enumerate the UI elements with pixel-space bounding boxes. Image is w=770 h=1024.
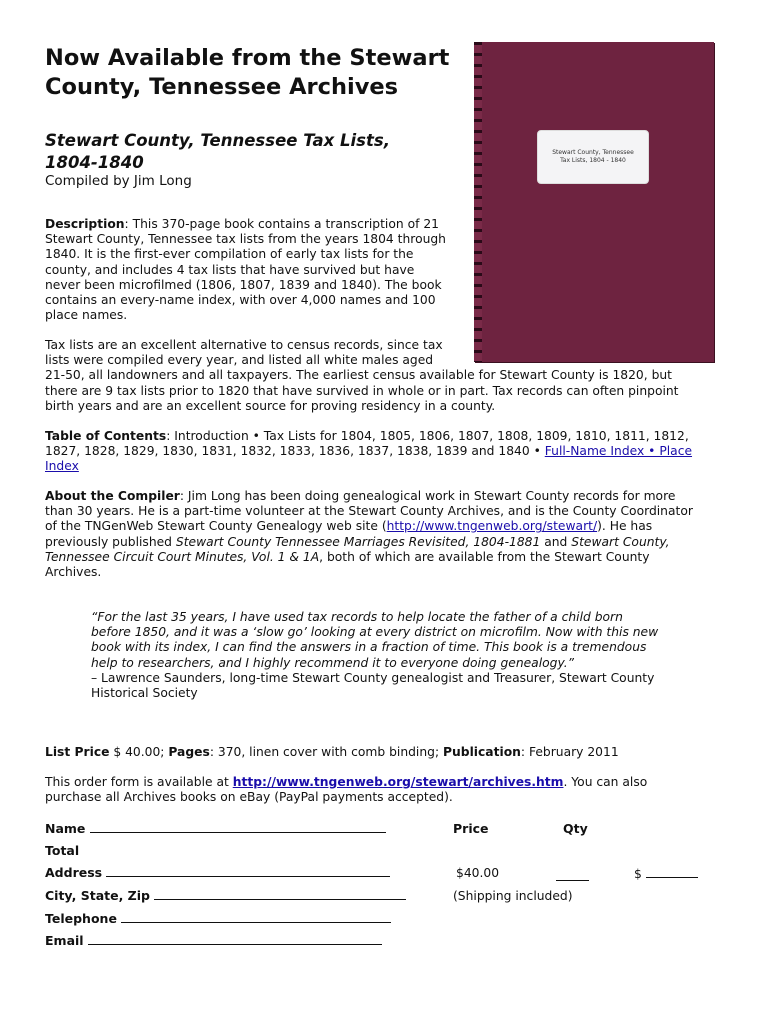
census-line: there are 9 tax lists prior to 1820 that have survived in whole or in part. Tax records can often pinpoint <box>45 383 679 398</box>
compiler-line: ). He has <box>597 519 653 534</box>
book-reference: Tennessee Circuit Court Minutes, Vol. 1 & 1A <box>45 549 320 564</box>
order-info <box>45 775 735 805</box>
email-label: Email <box>45 933 84 948</box>
name-label: Name <box>45 821 86 836</box>
name-line[interactable] <box>90 821 386 833</box>
qty-header: Qty <box>563 821 588 836</box>
total-label: Total <box>45 843 80 858</box>
city-state-zip-field[interactable] <box>45 888 406 903</box>
description-line: county, and includes 4 tax lists that have survived but have <box>45 262 415 277</box>
city-state-zip-label: City, State, Zip <box>45 888 150 903</box>
compiler-line: of the TNGenWeb Stewart County Genealogy web site ( <box>45 519 387 534</box>
book-title <box>45 130 455 174</box>
pricing-info <box>45 745 735 760</box>
book-reference: Stewart County, <box>571 534 670 549</box>
email-line[interactable] <box>88 933 382 945</box>
address-line[interactable] <box>106 865 390 877</box>
toc-line: 1827, 1828, 1829, 1830, 1831, 1832, 1833, 1836, 1837, 1838, 1839 and 1840 • <box>45 444 545 459</box>
shipping-note: (Shipping included) <box>453 889 573 903</box>
description-line: never been microfilmed (1806, 1807, 1839 and 1840). The book <box>45 277 442 292</box>
order-text: . You can also <box>563 775 648 789</box>
price-header: Price <box>453 821 489 836</box>
compiler-line: previously published <box>45 534 176 549</box>
order-text: purchase all Archives books on eBay (PayPal payments accepted). <box>45 790 453 805</box>
name-field[interactable] <box>45 821 386 836</box>
about-compiler <box>45 489 735 580</box>
dollar-sign: $ <box>634 867 642 881</box>
book-cover-image <box>474 42 714 362</box>
quote-line: “For the last 35 years, I have used tax records to help locate the father of a child born <box>91 610 623 624</box>
description-paragraph <box>45 217 465 323</box>
cover-label-line-1: Stewart County, Tennessee <box>552 149 634 156</box>
compiler-label: About the Compiler <box>45 489 180 503</box>
quote-line: help to researchers, and I highly recommend it to everyone doing genealogy.” <box>91 655 575 670</box>
book-title-line-1: Stewart County, Tennessee Tax Lists, <box>45 131 390 150</box>
email-field[interactable] <box>45 933 382 948</box>
address-field[interactable] <box>45 865 390 880</box>
page-title: Now Available from the Stewart County, Tennessee Archives <box>45 45 450 100</box>
census-paragraph <box>45 338 735 414</box>
table-of-contents <box>45 429 735 475</box>
description-line: 1840. It is the first-ever compilation of early tax lists for the <box>45 247 414 262</box>
description-label: Description <box>45 217 125 231</box>
toc-line: : Introduction • Tax Lists for 1804, 1805, 1806, 1807, 1808, 1809, 1810, 1811, 1812, <box>166 429 689 443</box>
quote-attribution: Historical Society <box>91 686 198 701</box>
description-line: contains an every-name index, with over 4,000 names and 100 <box>45 293 436 308</box>
full-name-index-link[interactable]: Full-Name Index • Place <box>544 444 693 459</box>
description-line: place names. <box>45 308 128 323</box>
list-price-value: $ 40.00; <box>109 745 169 759</box>
telephone-field[interactable] <box>45 911 391 926</box>
compiler-line: Archives. <box>45 565 102 580</box>
address-label: Address <box>45 865 103 880</box>
place-index-link[interactable]: Index <box>45 459 79 474</box>
census-line: lists were compiled every year, and listed all white males aged <box>45 353 434 368</box>
compiler-line: : Jim Long has been doing genealogical work in Stewart County records for more <box>179 489 676 503</box>
list-price-label: List Price <box>45 745 110 759</box>
toc-label: Table of Contents <box>45 429 167 443</box>
pages-value: : 370, linen cover with comb binding; <box>209 745 444 759</box>
census-line: 21-50, all landowners and all taxpayers. The earliest census available for Stewart County is 1820, but <box>45 368 672 383</box>
compiler-line: , both of which are available from the Stewart County <box>319 549 650 564</box>
book-title-line-2: 1804-1840 <box>45 153 144 172</box>
compiled-by: Compiled by Jim Long <box>45 173 192 189</box>
total-field[interactable] <box>634 866 698 882</box>
tngenweb-link[interactable]: http://www.tngenweb.org/stewart/ <box>386 519 598 534</box>
cover-label-line-2: Tax Lists, 1804 - 1840 <box>560 157 626 164</box>
qty-line[interactable] <box>556 869 589 881</box>
quote-attribution: – Lawrence Saunders, long-time Stewart County genealogist and Treasurer, Stewart County <box>91 670 655 685</box>
price-value: $40.00 <box>456 866 500 880</box>
book-reference: Stewart County Tennessee Marriages Revisited, 1804-1881 <box>175 534 541 549</box>
compiler-line: than 30 years. He is a part-time volunteer at the Stewart County Archives, and is the County Coordinator <box>45 504 693 519</box>
comb-binding <box>474 42 482 362</box>
qty-field[interactable] <box>556 866 589 885</box>
cover-label <box>537 130 649 184</box>
quote-line: book with its index, I can find the answers in a fraction of time. This book is a tremendous <box>91 640 647 655</box>
census-line: Tax lists are an excellent alternative to census records, since tax <box>45 338 443 352</box>
city-state-zip-line[interactable] <box>154 888 406 900</box>
census-line: birth years and are an excellent source for proving residency in a county. <box>45 398 496 413</box>
publication-label: Publication <box>443 745 521 759</box>
description-line: : This 370-page book contains a transcription of 21 <box>124 217 439 231</box>
telephone-line[interactable] <box>121 911 391 923</box>
telephone-label: Telephone <box>45 911 117 926</box>
description-line: Stewart County, Tennessee tax lists from the years 1804 through <box>45 232 446 247</box>
pages-label: Pages <box>168 745 210 759</box>
order-text: This order form is available at <box>45 775 233 789</box>
total-line[interactable] <box>646 866 698 878</box>
testimonial <box>91 610 731 701</box>
publication-value: : February 2011 <box>520 745 619 759</box>
quote-line: before 1850, and it was a ‘slow go’ looking at every district on microfilm. Now with this new <box>91 625 659 640</box>
archives-link[interactable]: http://www.tngenweb.org/stewart/archives.htm <box>232 775 564 789</box>
compiler-line: and <box>540 534 572 549</box>
